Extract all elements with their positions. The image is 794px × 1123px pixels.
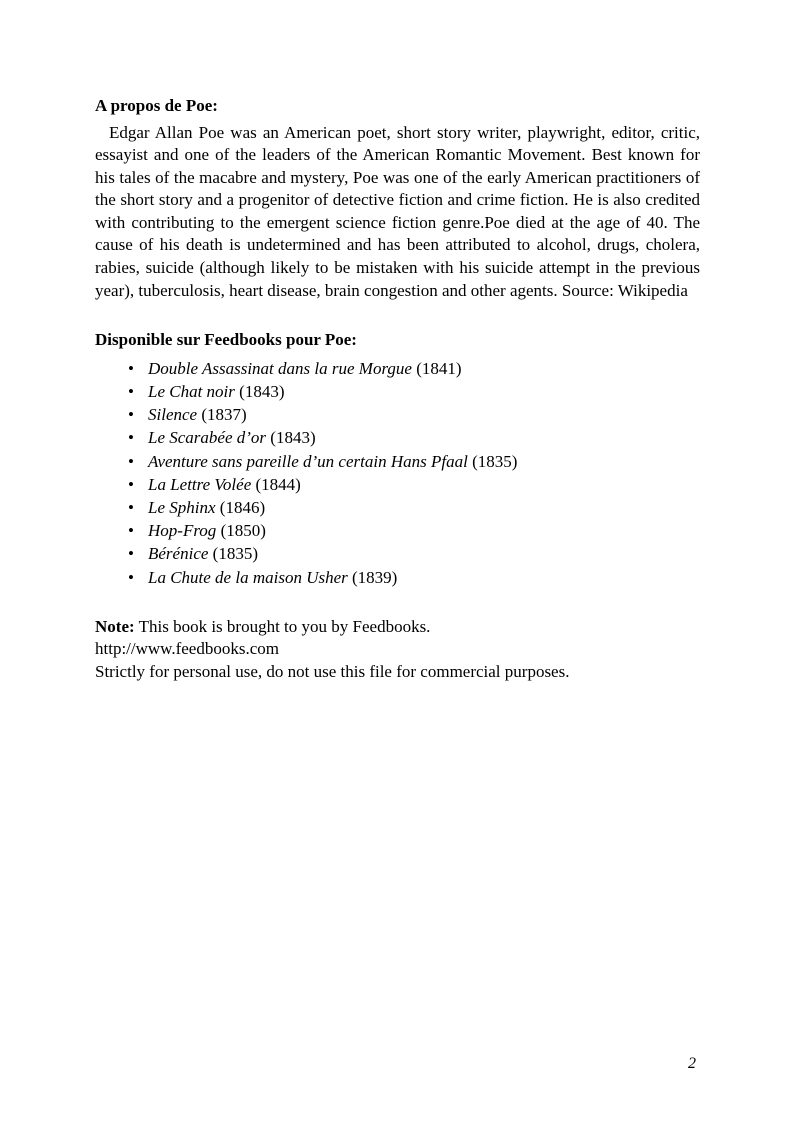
book-year: (1843) bbox=[270, 428, 316, 448]
book-year: (1837) bbox=[201, 405, 247, 425]
book-title: Hop-Frog bbox=[148, 521, 217, 541]
list-item bbox=[128, 566, 700, 589]
section-heading-about-poe: A propos de Poe: bbox=[95, 96, 218, 115]
bullet-icon: • bbox=[128, 428, 134, 448]
book-title: Le Scarabée d’or bbox=[148, 428, 267, 448]
list-item bbox=[128, 380, 700, 403]
note-block bbox=[95, 616, 700, 684]
bullet-icon: • bbox=[128, 567, 134, 587]
note-label: Note: bbox=[95, 616, 135, 636]
list-item bbox=[128, 357, 700, 380]
bullet-icon: • bbox=[128, 451, 134, 471]
bullet-icon: • bbox=[128, 358, 134, 378]
book-year: (1835) bbox=[212, 544, 258, 564]
section-heading-available-books: Disponible sur Feedbooks pour Poe: bbox=[95, 330, 357, 350]
usage-restriction-line: Strictly for personal use, do not use this file for commercial purposes. bbox=[95, 661, 570, 681]
book-year: (1850) bbox=[220, 521, 266, 541]
list-item bbox=[128, 496, 700, 519]
list-item bbox=[128, 542, 700, 565]
bullet-icon: • bbox=[128, 497, 134, 517]
book-title: Le Chat noir bbox=[148, 381, 235, 401]
list-item bbox=[128, 450, 700, 473]
feedbooks-url: http://www.feedbooks.com bbox=[95, 639, 279, 659]
book-year: (1843) bbox=[239, 381, 285, 401]
bullet-icon: • bbox=[128, 405, 134, 425]
book-title: Bérénice bbox=[148, 544, 209, 564]
book-year: (1841) bbox=[416, 358, 462, 378]
list-item bbox=[128, 473, 700, 496]
list-item bbox=[128, 519, 700, 542]
book-year: (1839) bbox=[352, 567, 398, 587]
book-title: Le Sphinx bbox=[148, 497, 216, 517]
list-item bbox=[128, 403, 700, 426]
list-item bbox=[128, 426, 700, 449]
book-year: (1846) bbox=[219, 497, 266, 517]
bullet-icon: • bbox=[128, 544, 134, 564]
note-line bbox=[95, 616, 700, 639]
about-poe-paragraph: Edgar Allan Poe was an American poet, short story writer, playwright, editor, critic, essayist and one of the leaders of the American Romantic Movement. Best known for his tales of the macabre and mystery, Poe was one of the early American practitioners of the short story and a progenitor of detective fiction and crime fiction. He is also credited with contributing to the emergent science fiction genre.Poe died at the age of 40. The cause of his death is undetermined and has been attributed to alcohol, drugs, cholera, rabies, suicide (although likely to be mistaken with his suicide attempt in the previous year), tuberculosis, heart disease, brain congestion and other agents. Source: Wikipedia bbox=[95, 122, 700, 300]
book-list bbox=[128, 357, 700, 589]
book-year: (1844) bbox=[255, 474, 301, 494]
book-title: Double Assassinat dans la rue Morgue bbox=[148, 358, 412, 378]
page-number: 2 bbox=[688, 1055, 696, 1072]
bullet-icon: • bbox=[128, 474, 134, 494]
book-title: Aventure sans pareille d’un certain Hans Pfaal bbox=[148, 451, 468, 471]
note-text: This book is brought to you by Feedbooks. bbox=[134, 616, 431, 636]
book-title: Silence bbox=[148, 405, 198, 425]
bullet-icon: • bbox=[128, 521, 134, 541]
bullet-icon: • bbox=[128, 381, 134, 401]
book-year: (1835) bbox=[472, 451, 518, 471]
book-title: La Lettre Volée bbox=[148, 474, 252, 494]
book-title: La Chute de la maison Usher bbox=[148, 567, 348, 587]
